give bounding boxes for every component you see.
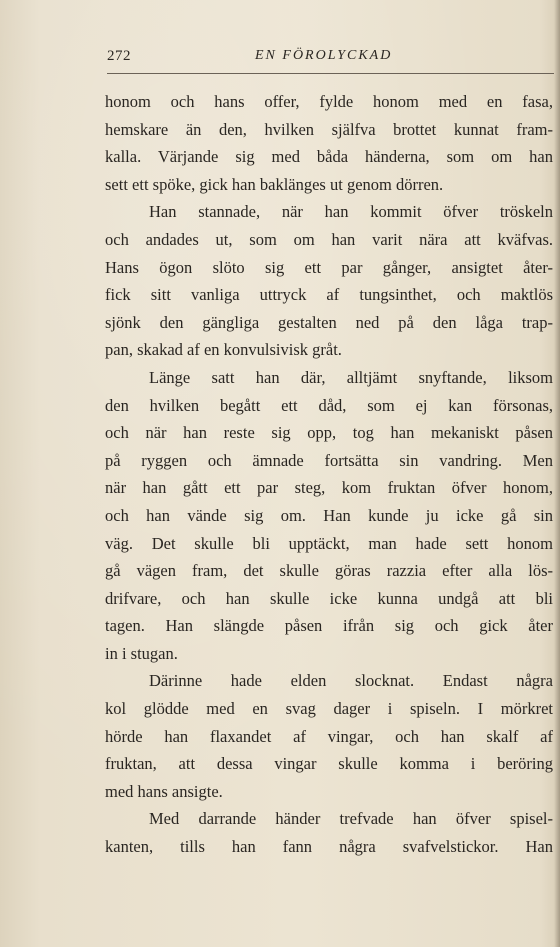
text-line: sjönk den gängliga gestalten ned på den låga trap- (105, 312, 553, 332)
text-line: fick sitt vanliga uttryck af tungsinthet, och maktlös (105, 285, 553, 305)
text-line: när han gått ett par steg, kom fruktan öfver honom, (105, 478, 553, 498)
text-line: gå vägen fram, det skulle göras razzia efter alla lös- (105, 561, 553, 581)
text-line: med hans ansigte. (105, 781, 223, 801)
text-line: Hans ögon slöto sig ett par gånger, ansigtet åter- (105, 257, 553, 277)
running-head (107, 48, 554, 70)
text-line: drifvare, och han skulle icke kunna undgå att bli (105, 588, 553, 608)
text-line: Länge satt han där, alltjämt snyftande, liksom (149, 367, 553, 387)
text-line: Han stannade, när han kommit öfver tröskeln (149, 202, 553, 222)
text-line: tagen. Han slängde påsen ifrån sig och gick åter (105, 616, 553, 636)
text-line: Med darrande händer trefvade han öfver spisel- (149, 809, 553, 829)
text-line: kalla. Värjande sig med båda händerna, som om han (105, 147, 553, 167)
text-line: och han vände sig om. Han kunde ju icke gå sin (105, 505, 553, 525)
text-line: väg. Det skulle bli upptäckt, man hade sett honom (105, 533, 553, 553)
text-line: fruktan, att dessa vingar skulle komma i beröring (105, 754, 553, 774)
page-edge-shadow (554, 0, 560, 947)
text-line: kanten, tills han fann några svafvelstickor. Han (105, 837, 553, 857)
text-line: och andades ut, som om han varit nära att kväfvas. (105, 229, 553, 249)
running-title: EN FÖROLYCKAD (255, 48, 393, 63)
text-line: hörde han flaxandet af vingar, och han skalf af (105, 726, 553, 746)
text-line: Därinne hade elden slocknat. Endast några (149, 671, 553, 691)
text-line: sett ett spöke, gick han baklänges ut genom dörren. (105, 174, 444, 194)
text-line: honom och hans offer, fylde honom med en fasa, (105, 92, 553, 111)
page-number: 272 (107, 48, 131, 64)
text-line: pan, skakad af en konvulsivisk gråt. (105, 340, 342, 360)
body-text (105, 88, 553, 861)
text-line: på ryggen och ämnade fortsätta sin vandring. Men (105, 450, 553, 470)
text-line: kol glödde med en svag dager i spiseln. I mörkret (105, 699, 553, 719)
text-line: hemskare än den, hvilken själfva brottet kunnat fram- (105, 119, 553, 139)
header-rule (107, 73, 554, 74)
text-line: in i stugan. (105, 643, 178, 663)
text-line: och när han reste sig opp, tog han mekaniskt påsen (105, 423, 553, 443)
text-line: den hvilken begått ett dåd, som ej kan försonas, (105, 395, 553, 415)
